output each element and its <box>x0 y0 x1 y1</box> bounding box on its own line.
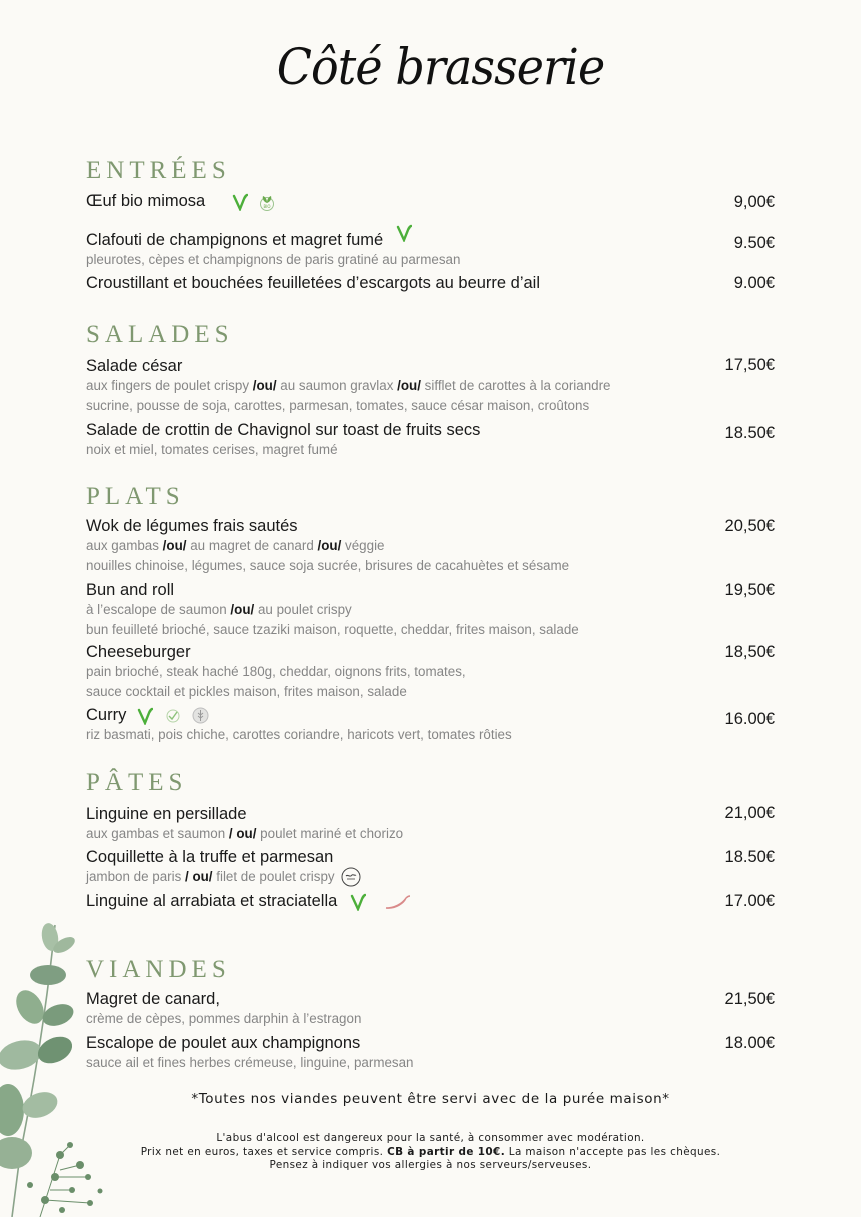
item-name: Linguine en persillade <box>86 805 247 823</box>
item-price: 21,50€ <box>724 990 775 1008</box>
item-name: Cheeseburger <box>86 643 191 661</box>
legal-notice <box>0 1132 861 1173</box>
bio-icon <box>259 193 275 211</box>
item-price: 9,00€ <box>733 193 775 211</box>
menu-item <box>86 580 776 640</box>
item-description: sauce ail et fines herbes crémeuse, linguine, parmesan <box>86 1055 414 1070</box>
item-name: Clafouti de champignons et magret fumé <box>86 231 384 249</box>
menu-item <box>86 847 776 887</box>
alcohol-warning: L'abus d'alcool est dangereux pour la santé, à consommer avec modération. <box>216 1132 645 1144</box>
menu-item <box>86 891 776 911</box>
menu-item <box>86 191 776 211</box>
item-price: 9.00€ <box>733 274 775 292</box>
menu-item <box>86 642 776 702</box>
section-title-entrees: ENTRÉES <box>86 157 231 184</box>
section-title-pates: PÂTES <box>86 769 188 796</box>
item-name: Magret de canard, <box>86 990 220 1008</box>
item-name: Œuf bio mimosa <box>86 192 206 210</box>
item-price: 9.50€ <box>733 234 775 252</box>
vegan-check-icon <box>165 708 181 724</box>
gluten-free-icon <box>192 707 209 724</box>
item-price: 20,50€ <box>724 517 775 535</box>
item-description: aux gambas /ou/ au magret de canard /ou/ véggie <box>86 538 385 553</box>
item-description: aux gambas et saumon / ou/ poulet mariné et chorizo <box>86 826 404 841</box>
item-name: Linguine al arrabiata et straciatella <box>86 892 338 910</box>
section-title-salades: SALADES <box>86 321 234 348</box>
item-name: Wok de légumes frais sautés <box>86 517 298 535</box>
item-description: sauce cocktail et pickles maison, frites maison, salade <box>86 684 407 699</box>
menu-item <box>86 516 776 576</box>
section-title-plats: PLATS <box>86 483 185 510</box>
item-description: bun feuilleté brioché, sauce tzaziki maison, roquette, cheddar, frites maison, salade <box>86 622 579 637</box>
puree-note: *Toutes nos viandes peuvent être servi avec de la purée maison* <box>191 1091 670 1107</box>
item-description: noix et miel, tomates cerises, magret fumé <box>86 442 338 457</box>
section-title-viandes: VIANDES <box>86 956 231 983</box>
payment-info: Prix net en euros, taxes et service compris. CB à partir de 10€. La maison n'accepte pas les chèques. <box>140 1145 721 1158</box>
allergy-notice: Pensez à indiquer vos allergies à nos serveurs/serveuses. <box>269 1159 592 1171</box>
item-price: 18.00€ <box>724 1034 775 1052</box>
item-description: crème de cèpes, pommes darphin à l’estragon <box>86 1011 362 1026</box>
item-name: Salade césar <box>86 357 183 375</box>
item-description: sucrine, pousse de soja, carottes, parmesan, tomates, sauce césar maison, croûtons <box>86 398 590 413</box>
menu-item <box>86 705 776 745</box>
item-description: nouilles chinoise, légumes, sauce soja sucrée, brisures de cacahuètes et sésame <box>86 558 570 573</box>
veggie-icon <box>396 224 412 242</box>
item-name: Escalope de poulet aux champignons <box>86 1034 361 1052</box>
veggie-icon <box>232 193 248 211</box>
menu-item <box>86 356 776 416</box>
menu-item <box>86 273 776 293</box>
item-price: 17,50€ <box>724 356 775 374</box>
menu-item <box>86 1033 776 1073</box>
restaurant-title: Côté brasserie <box>276 38 605 96</box>
item-description: riz basmati, pois chiche, carottes coriandre, haricots vert, tomates rôties <box>86 727 512 742</box>
veggie-icon <box>350 893 366 911</box>
item-name: Croustillant et bouchées feuilletées d’escargots au beurre d’ail <box>86 274 541 292</box>
item-price: 18,50€ <box>724 643 775 661</box>
item-price: 19,50€ <box>724 581 775 599</box>
item-description: pain brioché, steak haché 180g, cheddar, oignons frits, tomates, <box>86 664 466 679</box>
item-name: Bun and roll <box>86 581 175 599</box>
item-name: Coquillette à la truffe et parmesan <box>86 848 334 866</box>
halal-icon <box>341 867 361 887</box>
item-price: 18.50€ <box>724 424 775 442</box>
menu-item <box>86 989 776 1029</box>
item-description: jambon de paris / ou/ filet de poulet crispy <box>86 867 776 887</box>
item-price: 18.50€ <box>724 848 775 866</box>
menu-item <box>86 804 776 844</box>
item-price: 16.00€ <box>724 710 775 728</box>
item-price: 21,00€ <box>724 804 775 822</box>
item-name: Curry <box>86 706 127 724</box>
menu-item <box>86 230 776 270</box>
item-name: Salade de crottin de Chavignol sur toast de fruits secs <box>86 421 481 439</box>
item-description: aux fingers de poulet crispy /ou/ au saumon gravlax /ou/ sifflet de carottes à la coriandre <box>86 378 611 393</box>
item-description: pleurotes, cèpes et champignons de paris gratiné au parmesan <box>86 252 461 267</box>
menu-item <box>86 420 776 460</box>
chili-pepper-icon <box>384 894 412 910</box>
item-price: 17.00€ <box>724 892 775 910</box>
veggie-icon <box>137 707 153 725</box>
svg-text:BIO: BIO <box>263 203 271 209</box>
item-description: à l’escalope de saumon /ou/ au poulet crispy <box>86 602 352 617</box>
